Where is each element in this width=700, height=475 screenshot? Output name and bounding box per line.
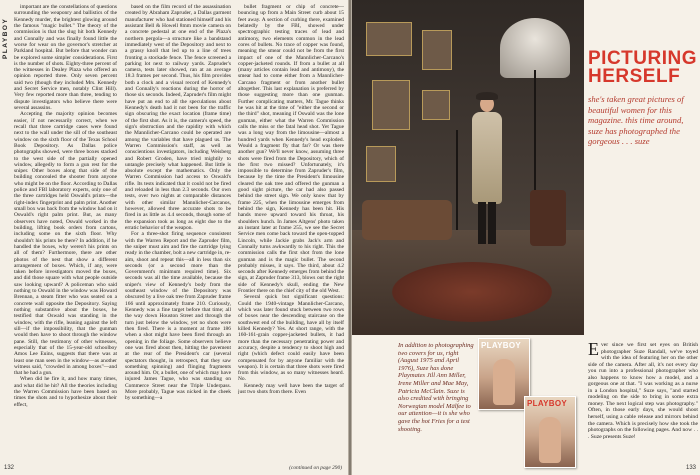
paragraph: based on the film record of the assassination created by Abraham Zapruder, a Dallas garment manufacturer who had stationed himself and his assistant Bell & Howell 8mm movie camera on a concrete pedestal at one end of the Plaza's northern pergola—a structure like a bandstand immediately west of the Depository and next to a grassy knoll that led up to a line of trees fronting a stockade fence. The fence screened a parking lot next to railway yards. Zapruder's camera, tests later showed, ran at an average 18.3 frames per second. Thus, his film provides both a clock and a visual record of Kennedy's and Connally's reactions during the horror of those six seconds. Indeed, Zapruder's film might have put an end to all the speculations about Kennedy's death had it not been for the traffic sign obscuring the exact location (frame time) of the first shot. As it is, the camera's speed, the sign's obstruction and the rapidity with which the Mannlicher-Carcano could be operated are among the variables that have plagued us. The Warren Commission's staff, as well as conscientious investigators, including Weisberg and Robert Groden, have tried mightily to untangle precisely what happened. But little is absolute except the mathematics. Only the Warren Commission had access to Oswald's rifle. Its tests indicated that it could not be fired and reloaded in less than 2.3 seconds. Our own tests, over two nights at comparable distances with other similar Mannlicher-Carcanos, however, allowed three accurate shots to be fired in as little as 4.4 seconds, though some of the expansion took as long as eight due to the erratic behavior of the weapon. xyxy=(125,4,231,231)
magazine-cover xyxy=(524,396,576,468)
wall-frame xyxy=(366,22,412,56)
figure-legs xyxy=(478,202,496,244)
photo-chair xyxy=(530,190,566,246)
photo-rug xyxy=(392,262,552,322)
paragraph: Accepting the majority opinion becomes easier, if not necessarily correct, when we recall that three cartridge cases were found next to the wall under the sill of the southeast window on the sixth floor of the Texas School Book Depository. As Dallas police photographs showed, were three boxes stacked to the west side of the partially opened window, allegedly to form a gun rest for the sniper. Other boxes along that side of the building concealed the shooter from anyone who might be on the floor. According to Dallas police and FBI laboratory experts, only one of the three cartridges held Oswald's prints—the right-index fingerprint and palm print. Another small box was back from the window had on it Oswald's right palm print. But, as many observers have noted, Oswald worked in the building, lifting book orders from cartons, including some on the sixth floor. Why shouldn't his prints be there? In addition, if he handled the boxes, why weren't his prints on all of them? Furthermore, there are other photos of the nest that show a different arrangement of boxes. Which, if any, were taken before investigators moved the boxes, and did those square with what people outside saw looking upward? A policeman who said nothing to Oswald in the window was Howard Brennan, a steam fitter who was seated on a concrete wall opposite the Depository. Saying nothing substantive about the boxes, he testified that Oswald was standing in the window, with the rifle, leaning against the left sill—if the impossibility, that the gunman would then have to shoot through the window pane. Still, the testimony of other witnesses, especially that of the 15-year-old schoolboy Amos Lee Euins, suggests that there was at least one man seen in the window—as another witness said, "crowded in among boxes"—and that he had a gun. xyxy=(14,111,117,377)
paragraph: For a three-shot firing sequence consistent with the Warren Report and the Zapruder film, the sniper must aim and fire the cartridge lying ready in the chamber, bolt a new cartridge in, re-aim, shoot and repeat this—all in less than six seconds (or a second more than the Government's minimum required time). Six seconds was all the time available, because the sniper's view of Kennedy's body from the southeast window of the Depository was obscured by a live oak tree from Zapruder frame 166 until approximately frame 210. Curiously, Kennedy was a fine target before that time; all the way down Houston Street and through the turn just below the window, yet no shots were then fired. There is a moment at frame 186 when a shot might have been fired through an opening in the foliage. Some observers believe one was fired about then, hitting the pavement at the rear of the President's car (several spectators thought, in retrospect, that they saw something spinning) and flinging fragments around him. Or, a bullet, one of which may have injured James Tague, who was standing on Commerce Street near the Triple Underpass. More probably, Tague was nicked in the cheek by something—a xyxy=(125,231,231,402)
photo-umbrella xyxy=(500,18,570,78)
wall-frame xyxy=(366,146,396,182)
cover-figure xyxy=(539,417,561,463)
intro-body: ver since we first set eyes on British photographer Suze Randall, we've toyed with the idea of featuring her on the other side of the camera. After all, it's not every day you run into a professional photographer who also happens to know how a model, and a gorgeous one at that. "I was working as a nurse in a London hospital," Suze says, "and started modeling on the side to bring in some extra money. The next logical step was photography." Often, in those early days, she would shoot herself, using a cable release and mirrors behind the camera. Which is precisely how she took the photographs on the following pages. And now . . . Suze presents Suze! xyxy=(588,342,698,440)
cover-masthead: PLAYBOY xyxy=(481,341,522,350)
article-title: PICTURING HERSELF xyxy=(588,48,697,87)
magazine-cover xyxy=(478,338,530,410)
paragraph: bullet fragment or chip of concrete—bouncing up from a Main Street curb about 15 feet away. A section of curbing there, examined belatedly by the FBI, showed under spectrographic testing traces of lead and antimony, two elements common in the lead cores of bullets. No trace of copper was found, meaning the smear could not be from the first impact of one of the Mannlicher-Carcano's copper-jacketed rounds. If from a bullet at all (many articles contain lead and antimony), the smear had to come either from a Mannlicher-Carcano fragment or from another bullet altogether. This last explanation is preferred by those suggesting more than one gunman. Further complicating matters, Mr. Tague thinks he was hit at the time of "either the second or the third" shot, meaning if Oswald was the lone gunman, either what the Warren Commission calls the miss or the fatal head shot. Yet Tague was a long way from the limousine—almost a hundred yards when Kennedy's head exploded. Would a fragment fly that far? Or was there another gun? We'll never know, assuming three shots were fired from the Depository, which of the first two missed? Unfortunately, it's impossible to determine from Zapruder's film, because by the time the President's limousine cleared the oak tree and offered the gunman a good sight picture, the car had also passed behind the street sign. We only know that by frame 225, when the limousine emerges from behind the sign, Kennedy has been hit. His hands move upward toward his throat, his shoulders hunch. In James Altgens' photo taken an instant later at frame 255, we see the Secret Service men come back toward the open-topped Lincoln, while Jackie grabs Jack's arm and Connally turns awkwardly to his right. This the commission calls the first shot from the lone gunman and is the magic bullet. The second probably misses, it says. The third, about 4.2 seconds after Kennedy emerges from behind the sign, at Zapruder frame 313, blows out the right side of Kennedy's skull, ending the New Frontier there on the chief city of the old West. xyxy=(238,4,344,295)
paragraph: Several quick but significant questions: Could the 1940-vintage Mannlicher-Carcano, which was later found stuck between two rows of boxes near the descending staircase on the southwest end of the building, have all by itself killed Kennedy? Yes. At short range, with the 160-161-grain copper-jacketed bullets, it had more than the necessary penetrating power and accuracy, despite a tendency to shoot high and right (which defect could easily have been compensated for by anyone familiar with the weapon). It is certain that three shots were fired from this window, as so many witnesses heard. No. xyxy=(238,294,344,383)
article-column-1 xyxy=(14,4,117,459)
paragraph: Kennedy may well have been the target of just two shots from there. Even xyxy=(238,382,344,396)
article-deck: she's taken great pictures of beautiful women for this magazine. this time around, suze has photographed the gorgeous . . . suze xyxy=(588,94,684,146)
page-number-left: 132 xyxy=(4,465,15,471)
wall-frame xyxy=(422,90,450,120)
intro-text xyxy=(588,342,698,462)
figure-hat xyxy=(476,92,498,100)
continued-note: (continued on page 290) xyxy=(289,465,342,471)
article-column-2 xyxy=(125,4,231,459)
photo-couch xyxy=(362,200,452,240)
article-columns xyxy=(14,4,344,459)
paragraph: important are the constellations of questions surrounding the weaponry and ballistics of the Kennedy murder, the brightest glowing around the famous "magic bullet." The theory of the commission is that the slug hit both Kennedy and Connally and was finally found little the worse for wear on the governor's stretcher at Parkland hospital. But before that wonder can be explored some simpler considerations. First is the number of shots. Eighty-three percent of the witnesses in Dealey Plaza who offered an opinion reported three. Only seven percent said two (though they included Mrs. Kennedy and Secret Service men, notably Clint Hill). Very few reported more than three, tending to dispute investigators who believe there were several assassins. xyxy=(14,4,117,111)
light-stand xyxy=(456,130,458,240)
cover-masthead: PLAYBOY xyxy=(527,399,568,408)
figure-coat xyxy=(472,112,502,204)
magazine-covers xyxy=(476,338,580,472)
page-number-right: 133 xyxy=(685,465,696,471)
wall-frame xyxy=(372,80,410,130)
drop-cap: E xyxy=(588,342,599,359)
right-page xyxy=(352,0,700,475)
paragraph: When did he fire it, and how many times, and what did he hit? All the theories including the Warren Commission have been based on times the shots and to hypothesize about their effect, xyxy=(14,376,117,408)
running-head: PLAYBOY xyxy=(2,17,9,59)
cover-figure xyxy=(493,359,515,405)
left-page xyxy=(0,0,348,475)
title-block xyxy=(588,50,698,147)
photo-caption: In addition to photographing two covers for us, right (August 1975 and April 1976), Suze has done Playmates Jill Ann Miller, Irene Miller and Mae May, Patricia McClain. Suze is also credited with bringing Norwegian model Mälfee to our attention—it is she who gave the hot Fries for a test shooting. xyxy=(398,342,474,433)
photo-figure xyxy=(470,96,504,246)
studio-photo xyxy=(352,0,584,335)
wall-frame xyxy=(422,30,452,70)
article-column-3 xyxy=(238,4,344,459)
